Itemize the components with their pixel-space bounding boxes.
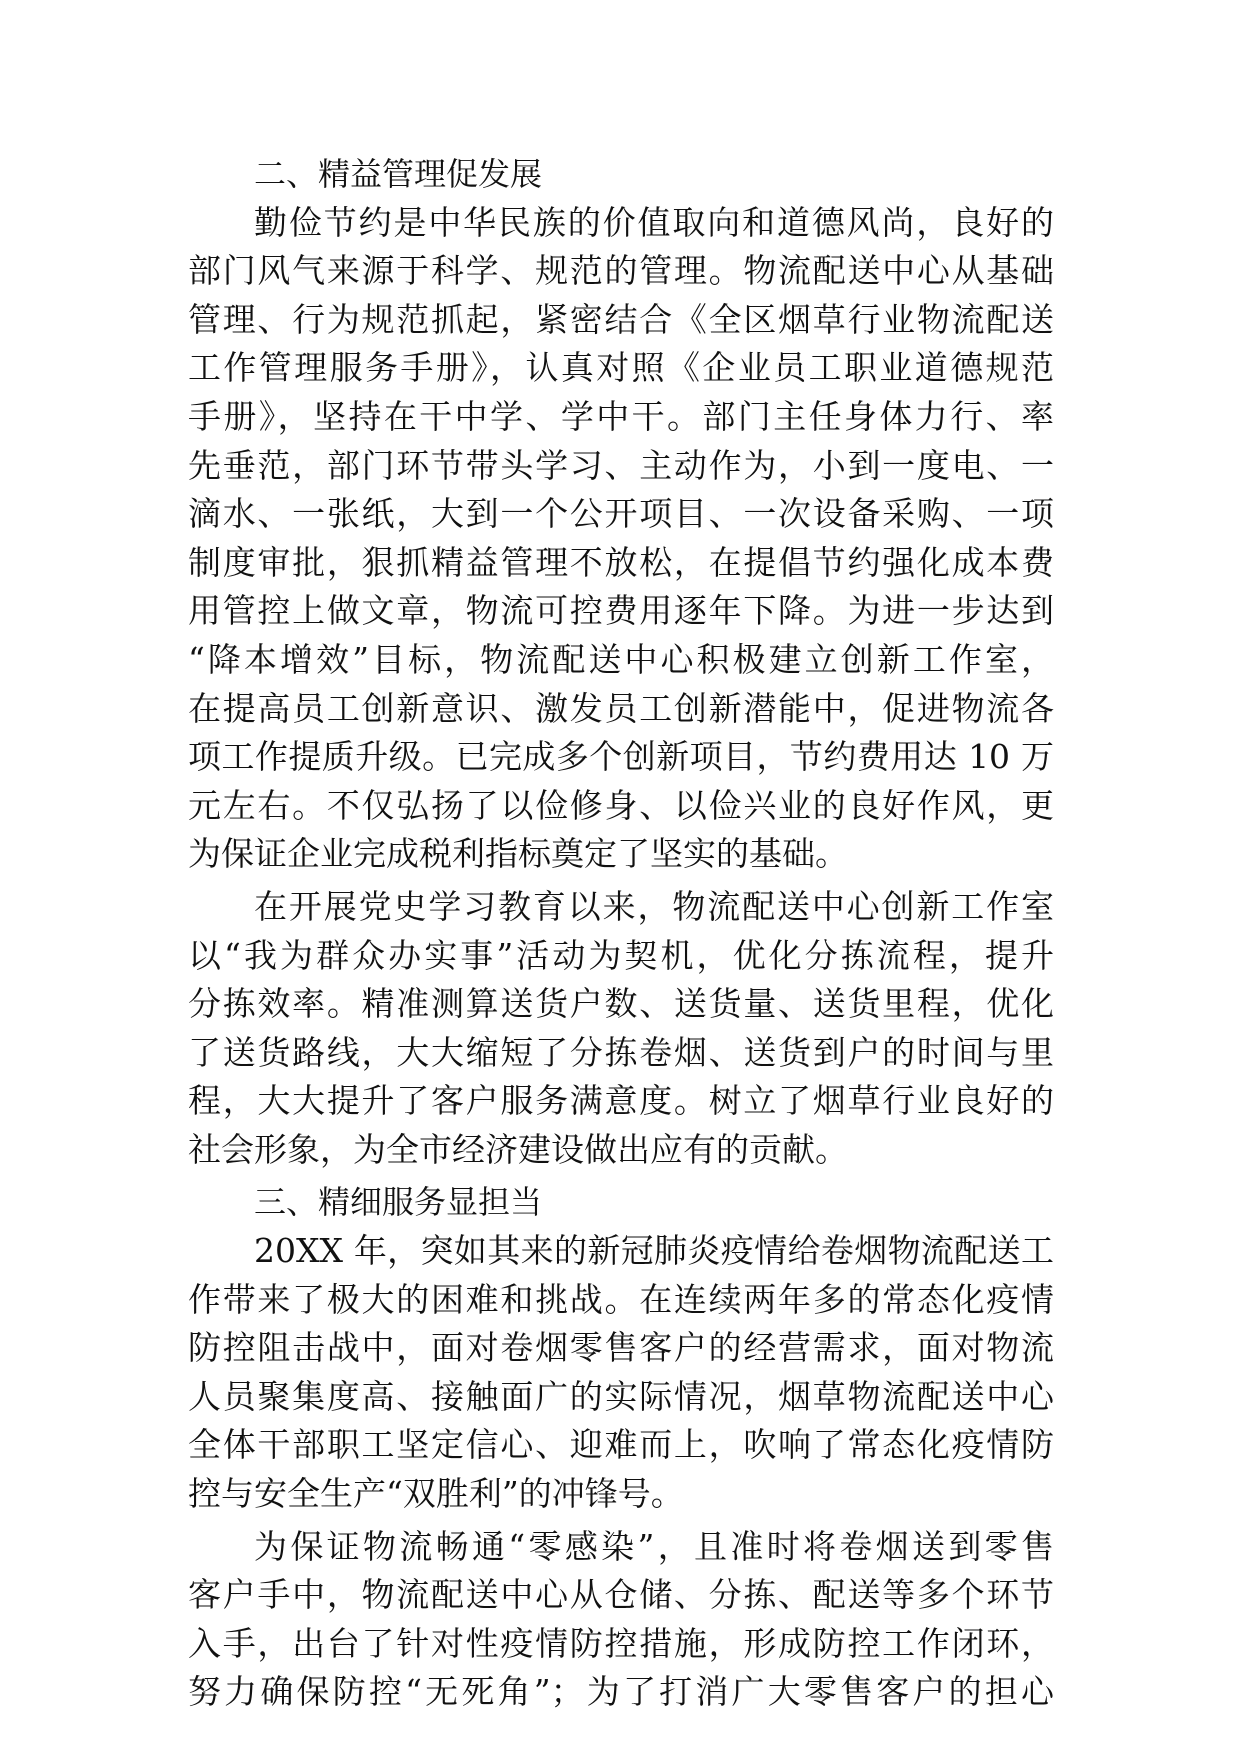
paragraph-line: 手册》，坚持在干中学、学中干。部门主任身体力行、率 xyxy=(188,396,1054,436)
heading-text: 二、精益管理促发展 xyxy=(254,155,543,193)
paragraph xyxy=(188,883,1054,1175)
paragraph-line: 滴水、一张纸，大到一个公开项目、一次设备采购、一项 xyxy=(188,494,1054,534)
paragraph-line: 20XX 年，突如其来的新冠肺炎疫情给卷烟物流配送工 xyxy=(254,1231,1054,1271)
paragraph-line: 部门风气来源于科学、规范的管理。物流配送中心从基础 xyxy=(188,251,1054,291)
paragraph-line: 勤俭节约是中华民族的价值取向和道德风尚，良好的 xyxy=(254,202,1054,242)
paragraph-line: 全体干部职工坚定信心、迎难而上，吹响了常态化疫情防 xyxy=(188,1425,1054,1465)
paragraph-line: 先垂范，部门环节带头学习、主动作为，小到一度电、一 xyxy=(188,445,1054,485)
paragraph-line: 程，大大提升了客户服务满意度。树立了烟草行业良好的 xyxy=(188,1081,1054,1121)
section-heading xyxy=(188,150,1054,199)
paragraph-line: “降本增效”目标，物流配送中心积极建立创新工作室， xyxy=(188,639,1054,679)
paragraph-line: 工作管理服务手册》，认真对照《企业员工职业道德规范 xyxy=(188,348,1054,388)
paragraph-line: 努力确保防控“无死角”；为了打消广大零售客户的担心 xyxy=(188,1672,1054,1712)
paragraph-line: 用管控上做文章，物流可控费用逐年下降。为进一步达到 xyxy=(188,591,1054,631)
document-body xyxy=(188,150,1054,1721)
paragraph-line: 为保证物流畅通“零感染”，且准时将卷烟送到零售 xyxy=(254,1526,1054,1566)
paragraph xyxy=(188,199,1054,879)
heading-text: 三、精细服务显担当 xyxy=(254,1183,543,1222)
document-page xyxy=(188,150,1054,1721)
paragraph-line: 防控阻击战中，面对卷烟零售客户的经营需求，面对物流 xyxy=(188,1328,1054,1368)
paragraph-line: 入手，出台了针对性疫情防控措施，形成防控工作闭环， xyxy=(188,1623,1054,1663)
paragraph-line: 客户手中，物流配送中心从仓储、分拣、配送等多个环节 xyxy=(188,1575,1054,1615)
paragraph-line: 作带来了极大的困难和挑战。在连续两年多的常态化疫情 xyxy=(188,1279,1054,1319)
section-heading xyxy=(188,1178,1054,1227)
paragraph-line: 控与安全生产“双胜利”的冲锋号。 xyxy=(188,1474,684,1514)
paragraph xyxy=(188,1227,1054,1519)
paragraph-line: 人员聚集度高、接触面广的实际情况，烟草物流配送中心 xyxy=(188,1376,1054,1416)
paragraph-line: 管理、行为规范抓起，紧密结合《全区烟草行业物流配送 xyxy=(188,299,1054,339)
paragraph-line: 在开展党史学习教育以来，物流配送中心创新工作室 xyxy=(254,886,1054,926)
paragraph-line: 分拣效率。精准测算送货户数、送货量、送货里程，优化 xyxy=(188,984,1054,1024)
paragraph-line: 项工作提质升级。已完成多个创新项目，节约费用达 10 万 xyxy=(188,737,1054,777)
paragraph-line: 在提高员工创新意识、激发员工创新潜能中，促进物流各 xyxy=(188,688,1054,728)
paragraph xyxy=(188,1523,1054,1717)
paragraph-line: 为保证企业完成税利指标奠定了坚实的基础。 xyxy=(188,834,848,874)
paragraph-line: 以“我为群众办实事”活动为契机，优化分拣流程，提升 xyxy=(188,935,1054,975)
paragraph-line: 制度审批，狠抓精益管理不放松，在提倡节约强化成本费 xyxy=(188,542,1054,582)
paragraph-line: 社会形象，为全市经济建设做出应有的贡献。 xyxy=(188,1129,848,1169)
paragraph-line: 了送货路线，大大缩短了分拣卷烟、送货到户的时间与里 xyxy=(188,1032,1054,1072)
paragraph-line: 元左右。不仅弘扬了以俭修身、以俭兴业的良好作风，更 xyxy=(188,785,1054,825)
